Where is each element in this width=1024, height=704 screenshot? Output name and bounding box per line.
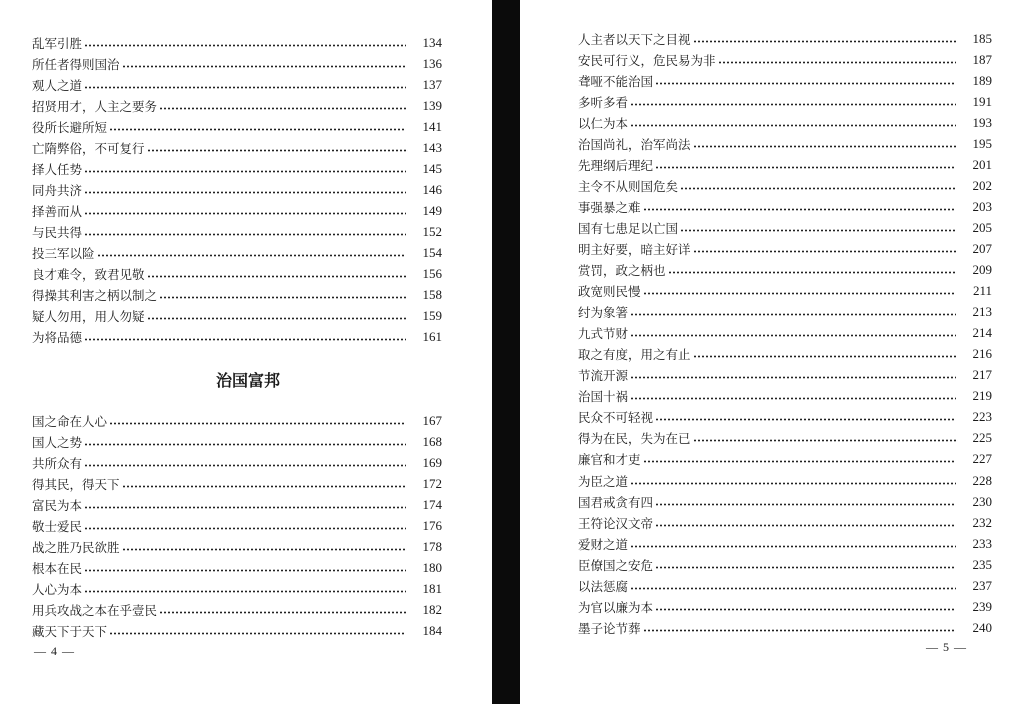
dot-leader	[630, 545, 956, 548]
dot-leader	[97, 254, 406, 257]
toc-entry-page: 141	[422, 118, 442, 134]
dot-leader	[655, 608, 956, 611]
toc-entry	[32, 536, 442, 557]
dot-leader	[159, 107, 406, 110]
page-number: — 4 —	[34, 644, 75, 658]
dot-leader	[643, 629, 956, 632]
toc-entry-title: 国之命在人心	[32, 413, 108, 429]
toc-entry-title: 事强暴之难	[578, 199, 641, 215]
toc-entry-title: 战之胜乃民欲胜	[32, 539, 120, 555]
dot-leader	[630, 587, 956, 590]
left-page	[0, 0, 492, 704]
toc-entry-page: 195	[972, 135, 992, 151]
toc-entry-title: 治国尚礼，治军尚法	[578, 136, 691, 152]
toc-entry	[32, 264, 442, 285]
dot-leader	[630, 397, 956, 400]
toc-entry-page: 167	[422, 412, 442, 428]
toc-entry-title: 民众不可轻视	[578, 410, 654, 426]
dot-leader	[655, 503, 956, 506]
toc-entry-title: 聋哑不能治国	[578, 73, 654, 89]
dot-leader	[643, 460, 956, 463]
dot-leader	[84, 590, 406, 593]
toc-entry-title: 为将品德	[32, 330, 83, 346]
toc-entry-page: 211	[972, 283, 992, 299]
toc-entry	[32, 410, 442, 431]
toc-entry	[578, 575, 992, 596]
toc-entry	[32, 32, 442, 53]
toc-entry-page: 139	[422, 97, 442, 113]
toc-entry	[578, 533, 992, 554]
toc-entry-title: 王符论汉文帝	[578, 515, 654, 531]
toc-entry-page: 213	[972, 304, 992, 320]
dot-leader	[84, 464, 406, 467]
toc-entry-title: 敬士爱民	[32, 518, 83, 534]
toc-entry-title: 观人之道	[32, 77, 83, 93]
toc-entry	[32, 599, 442, 620]
toc-entry-title: 良才难令，致君见敬	[32, 267, 145, 283]
dot-leader	[109, 422, 406, 425]
dot-leader	[630, 376, 956, 379]
toc-entry-page: 240	[972, 619, 992, 635]
toc-entry-title: 人心为本	[32, 581, 83, 597]
toc-entry	[32, 242, 442, 263]
dot-leader	[630, 103, 956, 106]
toc-entry-page: 232	[972, 514, 992, 530]
toc-entry	[32, 285, 442, 306]
toc-entry-page: 193	[972, 114, 992, 130]
toc-entry-title: 治国十祸	[578, 389, 629, 405]
toc-entry	[578, 112, 992, 133]
toc-entry	[578, 470, 992, 491]
toc-entry	[578, 217, 992, 238]
dot-leader	[84, 233, 406, 236]
dot-leader	[630, 313, 956, 316]
toc-entry-title: 以仁为本	[578, 115, 629, 131]
toc-entry-page: 158	[422, 287, 442, 303]
toc-entry-page: 146	[422, 181, 442, 197]
dot-leader	[122, 485, 406, 488]
toc-entry-page: 209	[972, 262, 992, 278]
toc-entry-title: 招贤用才，人主之要务	[32, 98, 158, 114]
toc-entry-title: 根本在民	[32, 560, 83, 576]
toc-entry	[32, 327, 442, 348]
toc-entry-title: 为官以廉为本	[578, 599, 654, 615]
toc-entry	[578, 196, 992, 217]
toc-entry-title: 先理纲后理纪	[578, 157, 654, 173]
toc-entry	[32, 452, 442, 473]
toc-entry-title: 亡隋弊俗，不可复行	[32, 140, 145, 156]
toc-entry	[32, 494, 442, 515]
dot-leader	[159, 611, 406, 614]
toc-entry	[578, 28, 992, 49]
toc-entry-page: 189	[972, 72, 992, 88]
toc-entry-title: 役所长避所短	[32, 119, 108, 135]
toc-entry	[32, 53, 442, 74]
toc-entry-page: 219	[972, 388, 992, 404]
toc-entry-page: 168	[422, 433, 442, 449]
toc-entry-title: 同舟共济	[32, 182, 83, 198]
dot-leader	[122, 548, 406, 551]
toc-list-left-bottom	[32, 410, 442, 642]
dot-leader	[159, 296, 406, 299]
toc-entry-page: 239	[972, 598, 992, 614]
dot-leader	[693, 145, 956, 148]
dot-leader	[84, 506, 406, 509]
dot-leader	[84, 212, 406, 215]
toc-entry-title: 得为在民，失为在已	[578, 431, 691, 447]
toc-entry	[578, 386, 992, 407]
dot-leader	[630, 482, 956, 485]
toc-entry-page: 137	[422, 76, 442, 92]
toc-entry-page: 233	[972, 535, 992, 551]
dot-leader	[84, 86, 406, 89]
toc-entry	[578, 260, 992, 281]
toc-entry-page: 185	[972, 30, 992, 46]
toc-entry-title: 臣僚国之安危	[578, 557, 654, 573]
dot-leader	[680, 229, 956, 232]
toc-entry-title: 节流开源	[578, 368, 629, 384]
toc-entry	[578, 133, 992, 154]
dot-leader	[84, 338, 406, 341]
toc-entry	[578, 302, 992, 323]
toc-entry-page: 154	[422, 244, 442, 260]
toc-entry	[578, 407, 992, 428]
toc-entry-page: 149	[422, 202, 442, 218]
dot-leader	[718, 61, 956, 64]
toc-entry	[578, 554, 992, 575]
toc-entry-page: 156	[422, 266, 442, 282]
toc-entry	[32, 179, 442, 200]
book-spine-gap	[492, 0, 520, 704]
toc-entry-page: 178	[422, 538, 442, 554]
dot-leader	[643, 208, 956, 211]
dot-leader	[680, 187, 956, 190]
toc-entry-title: 为臣之道	[578, 473, 629, 489]
toc-entry-page: 223	[972, 409, 992, 425]
toc-entry-page: 203	[972, 198, 992, 214]
toc-entry	[578, 49, 992, 70]
toc-entry	[578, 491, 992, 512]
dot-leader	[693, 439, 956, 442]
toc-entry-title: 富民为本	[32, 497, 83, 513]
toc-entry-page: 202	[972, 177, 992, 193]
toc-entry-title: 所任者得则国治	[32, 56, 120, 72]
dot-leader	[655, 418, 956, 421]
dot-leader	[655, 166, 956, 169]
toc-entry	[32, 95, 442, 116]
toc-entry	[578, 238, 992, 259]
dot-leader	[84, 44, 406, 47]
toc-entry	[32, 473, 442, 494]
toc-entry-title: 与民共得	[32, 224, 83, 240]
toc-entry-title: 择人任势	[32, 161, 83, 177]
toc-entry	[578, 617, 992, 638]
right-page	[520, 0, 1024, 704]
toc-entry	[578, 344, 992, 365]
toc-entry-page: 214	[972, 325, 992, 341]
toc-entry	[578, 365, 992, 386]
toc-entry	[578, 512, 992, 533]
toc-entry-page: 174	[422, 496, 442, 512]
toc-entry-title: 人主者以天下之目视	[578, 31, 691, 47]
dot-leader	[693, 40, 956, 43]
dot-leader	[655, 566, 956, 569]
toc-entry-title: 用兵攻战之本在乎壹民	[32, 602, 158, 618]
toc-entry	[32, 431, 442, 452]
toc-entry	[32, 620, 442, 641]
dot-leader	[84, 569, 406, 572]
toc-entry-title: 多听多看	[578, 94, 629, 110]
toc-entry	[32, 74, 442, 95]
toc-entry	[578, 323, 992, 344]
dot-leader	[630, 334, 956, 337]
toc-entry-title: 取之有度，用之有止	[578, 347, 691, 363]
toc-entry-page: 184	[422, 622, 442, 638]
toc-entry-page: 235	[972, 556, 992, 572]
toc-entry-title: 主令不从则国危矣	[578, 178, 679, 194]
toc-list-right	[578, 28, 992, 638]
toc-entry-title: 国有七患足以亡国	[578, 220, 679, 236]
toc-entry-title: 爱财之道	[578, 536, 629, 552]
toc-entry-title: 乱军引胜	[32, 35, 83, 51]
toc-entry-page: 143	[422, 139, 442, 155]
dot-leader	[109, 632, 406, 635]
toc-entry-page: 180	[422, 559, 442, 575]
toc-entry	[578, 70, 992, 91]
toc-entry-title: 疑人勿用，用人勿疑	[32, 309, 145, 325]
section-title	[0, 368, 492, 391]
toc-entry	[578, 91, 992, 112]
dot-leader	[147, 275, 406, 278]
toc-list-left-top	[32, 32, 442, 348]
toc-entry-page: 228	[972, 472, 992, 488]
dot-leader	[693, 250, 956, 253]
toc-entry	[32, 306, 442, 327]
toc-entry-title: 国君戒贪有四	[578, 494, 654, 510]
toc-entry-page: 181	[422, 580, 442, 596]
toc-entry-title: 以法惩腐	[578, 578, 629, 594]
toc-entry-title: 得其民，得天下	[32, 476, 120, 492]
dot-leader	[655, 82, 956, 85]
dot-leader	[147, 317, 406, 320]
dot-leader	[643, 292, 956, 295]
toc-entry-page: 237	[972, 577, 992, 593]
toc-entry	[578, 175, 992, 196]
toc-entry-page: 225	[972, 430, 992, 446]
toc-entry	[578, 154, 992, 175]
toc-entry	[578, 596, 992, 617]
toc-entry	[32, 158, 442, 179]
toc-entry-page: 205	[972, 219, 992, 235]
toc-entry	[578, 449, 992, 470]
dot-leader	[630, 124, 956, 127]
toc-entry	[32, 137, 442, 158]
toc-entry	[578, 428, 992, 449]
toc-entry	[32, 557, 442, 578]
toc-entry-page: 152	[422, 223, 442, 239]
toc-entry-title: 廉官和才吏	[578, 452, 641, 468]
toc-entry-title: 安民可行义，危民易为非	[578, 52, 716, 68]
toc-entry	[578, 281, 992, 302]
toc-entry-page: 134	[422, 34, 442, 50]
toc-entry	[32, 116, 442, 137]
dot-leader	[84, 191, 406, 194]
toc-entry-page: 216	[972, 346, 992, 362]
section-title-text: 治国富邦	[215, 371, 280, 390]
dot-leader	[84, 443, 406, 446]
dot-leader	[122, 65, 406, 68]
toc-entry	[32, 515, 442, 536]
dot-leader	[655, 524, 956, 527]
toc-entry-title: 九式节财	[578, 326, 629, 342]
toc-entry-page: 176	[422, 517, 442, 533]
toc-entry	[32, 200, 442, 221]
toc-entry-page: 169	[422, 454, 442, 470]
toc-entry-title: 择善而从	[32, 203, 83, 219]
toc-entry-page: 172	[422, 475, 442, 491]
dot-leader	[693, 355, 956, 358]
toc-entry	[32, 221, 442, 242]
toc-entry-title: 得操其利害之柄以制之	[32, 288, 158, 304]
page-number: — 5 —	[926, 640, 967, 654]
toc-entry-page: 227	[972, 451, 992, 467]
toc-entry-title: 纣为象箸	[578, 305, 629, 321]
toc-entry-page: 207	[972, 240, 992, 256]
toc-entry-page: 136	[422, 55, 442, 71]
dot-leader	[84, 170, 406, 173]
toc-entry-page: 191	[972, 93, 992, 109]
toc-entry-title: 明主好要，暗主好详	[578, 241, 691, 257]
toc-entry-page: 187	[972, 51, 992, 67]
toc-entry-page: 230	[972, 493, 992, 509]
toc-entry-title: 政宽则民慢	[578, 284, 641, 300]
toc-entry-page: 182	[422, 601, 442, 617]
toc-entry-title: 共所众有	[32, 455, 83, 471]
toc-entry-title: 投三军以险	[32, 245, 95, 261]
toc-entry-title: 赏罚，政之柄也	[578, 263, 666, 279]
toc-entry	[32, 578, 442, 599]
dot-leader	[147, 149, 406, 152]
toc-entry-page: 217	[972, 367, 992, 383]
toc-entry-page: 159	[422, 308, 442, 324]
toc-entry-page: 145	[422, 160, 442, 176]
toc-entry-title: 藏天下于天下	[32, 623, 108, 639]
dot-leader	[109, 128, 406, 131]
dot-leader	[84, 527, 406, 530]
toc-entry-page: 201	[972, 156, 992, 172]
toc-entry-title: 墨子论节葬	[578, 620, 641, 636]
toc-entry-title: 国人之势	[32, 434, 83, 450]
dot-leader	[668, 271, 956, 274]
toc-entry-page: 161	[422, 329, 442, 345]
